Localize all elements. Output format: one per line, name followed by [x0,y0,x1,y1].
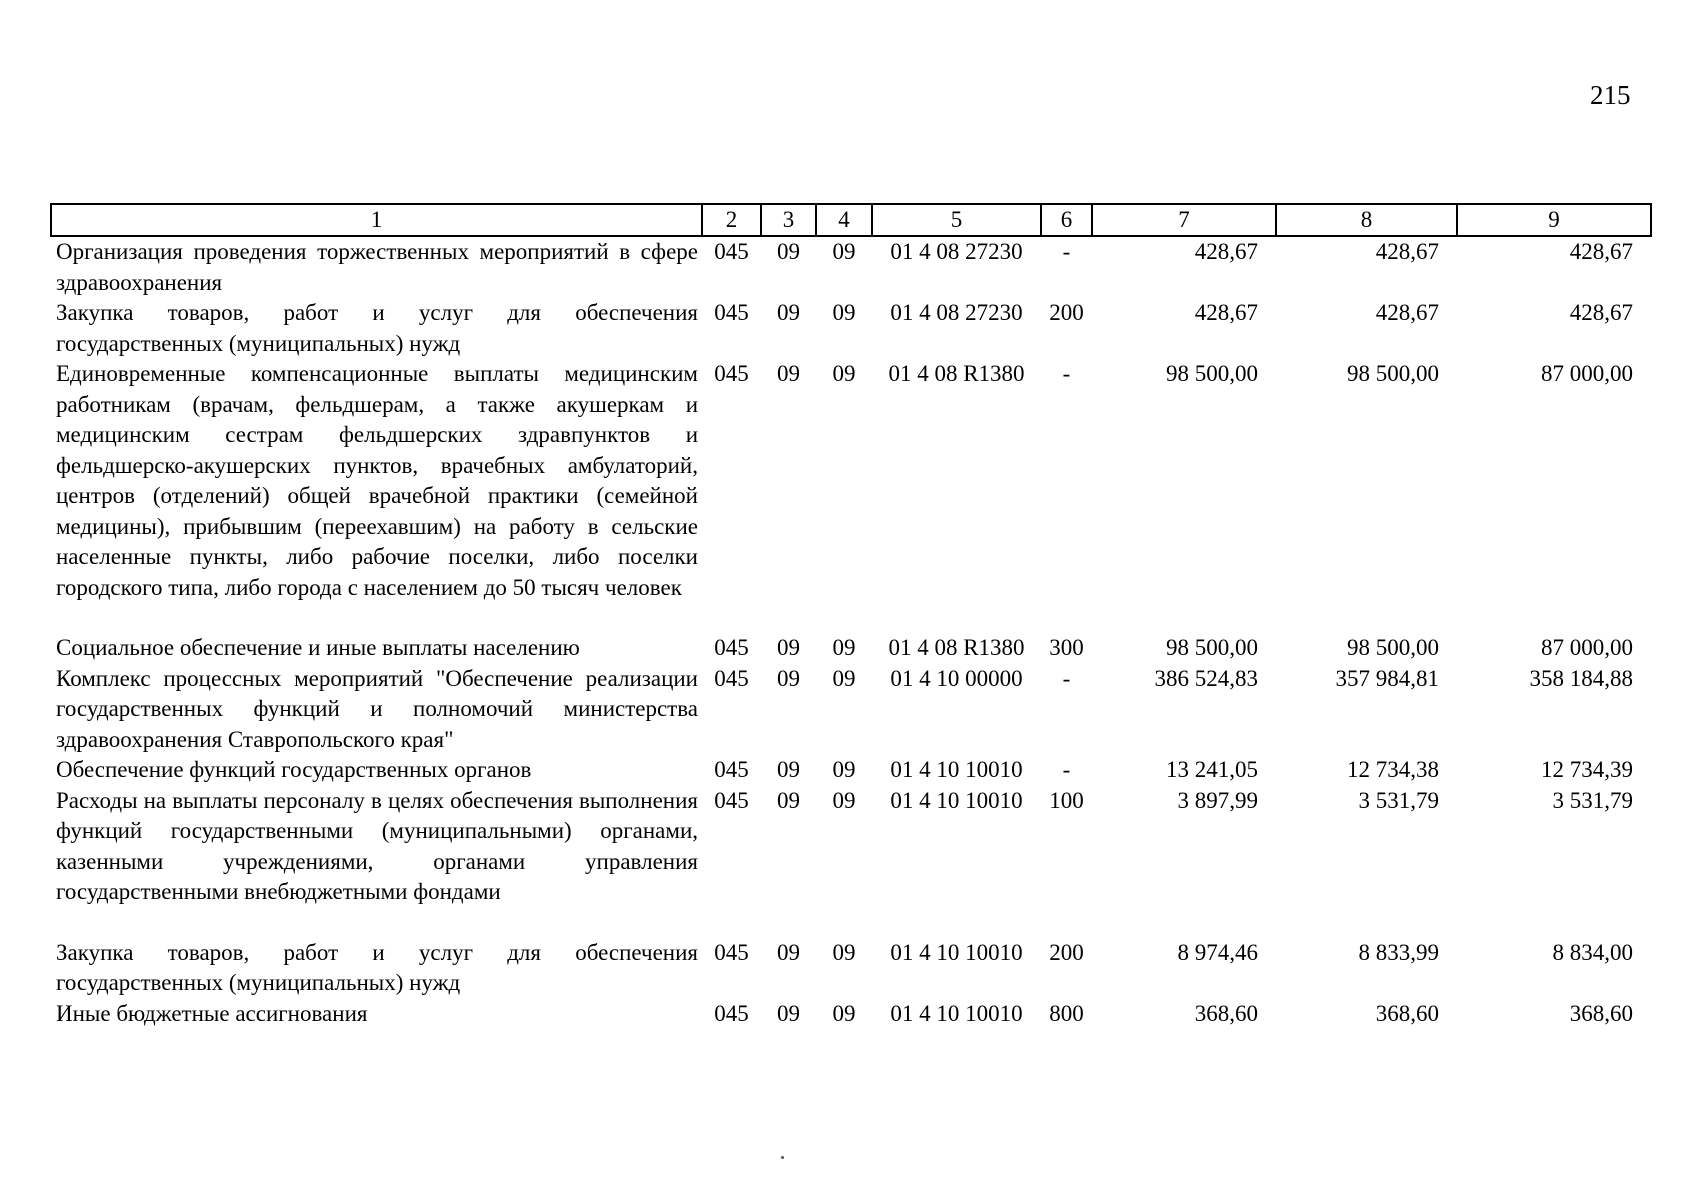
table-row [51,999,1651,1030]
row-name: Обеспечение функций государственных органов [56,757,532,782]
row-amount-col7: 368,60 [1194,1000,1258,1026]
table-row [51,938,1651,999]
row-amount-col7: 13 241,05 [1166,757,1258,782]
header-col-4: 4 [816,204,872,236]
row-amount-col9: 428,67 [1569,300,1633,325]
row-amount-col8: 98 500,00 [1347,635,1439,660]
row-ministry-code: 045 [714,635,749,660]
row-ministry-code: 045 [714,757,749,782]
row-name: Социальное обеспечение и иные выплаты населению [56,635,580,660]
row-section-code: 09 [777,939,800,965]
row-target-article: 01 4 10 10010 [890,787,1023,813]
row-amount-col7: 3 897,99 [1177,787,1258,813]
row-amount-col9: 428,67 [1569,239,1633,264]
header-col-8: 8 [1276,204,1457,236]
row-amount-col7: 98 500,00 [1166,635,1258,660]
row-amount-col8: 428,67 [1375,300,1439,325]
row-amount-col9: 3 531,79 [1552,787,1633,813]
table-row [51,359,1651,603]
header-row [51,204,1651,236]
row-target-article: 01 4 08 R1380 [888,635,1025,660]
row-expense-type: - [1062,239,1071,264]
row-subsection-code: 09 [832,635,856,660]
table-body [51,236,1651,1029]
row-expense-type: 300 [1049,635,1084,660]
row-section-code: 09 [777,361,800,386]
row-name: Иные бюджетные ассигнования [56,1000,368,1026]
header-col-2: 2 [702,204,761,236]
row-name: Закупка товаров, работ и услуг для обеспечения государственных (муниципальных) нужд [56,300,698,356]
row-name: Комплекс процессных мероприятий "Обеспечение реализации государственных функций и полномочий министерства здравоохранения Ставропольского края" [56,665,698,752]
table-row [51,664,1651,756]
row-amount-col7: 98 500,00 [1166,361,1258,386]
table-row [51,755,1651,786]
scan-speck [781,1156,784,1159]
row-target-article: 01 4 08 27230 [890,300,1023,325]
row-subsection-code: 09 [832,239,856,264]
row-subsection-code: 09 [832,665,856,691]
row-amount-col9: 12 734,39 [1541,757,1633,782]
row-amount-col8: 357 984,81 [1335,665,1439,691]
row-ministry-code: 045 [714,1000,749,1026]
row-target-article: 01 4 10 00000 [890,665,1023,691]
row-spacer [51,908,1651,938]
table-row [51,786,1651,908]
header-col-1: 1 [51,204,702,236]
table-row [51,633,1651,664]
row-ministry-code: 045 [714,665,749,691]
table-row [51,236,1651,298]
row-amount-col8: 428,67 [1375,239,1439,264]
header-col-5: 5 [872,204,1041,236]
header-col-9: 9 [1457,204,1651,236]
row-amount-col7: 428,67 [1194,239,1258,264]
row-amount-col9: 87 000,00 [1541,635,1633,660]
table-header [51,204,1651,236]
row-subsection-code: 09 [832,787,856,813]
row-name: Организация проведения торжественных мероприятий в сфере здравоохранения [56,239,698,295]
row-target-article: 01 4 10 10010 [890,1000,1023,1026]
header-col-7: 7 [1092,204,1276,236]
row-amount-col7: 8 974,46 [1177,939,1258,965]
row-target-article: 01 4 08 27230 [890,239,1023,264]
row-amount-col8: 8 833,99 [1358,939,1439,965]
row-subsection-code: 09 [832,1000,856,1026]
row-name: Расходы на выплаты персоналу в целях обеспечения выполнения функций государственными (муниципальными) органами, казенными учреждениями, органами управления государственными внебюджетными фондами [56,787,698,904]
row-section-code: 09 [777,787,800,813]
row-target-article: 01 4 10 10010 [890,939,1023,965]
row-target-article: 01 4 10 10010 [890,757,1023,782]
row-subsection-code: 09 [832,361,856,386]
row-spacer [51,603,1651,633]
row-section-code: 09 [777,239,800,264]
header-col-3: 3 [761,204,816,236]
table-row [51,298,1651,359]
row-section-code: 09 [777,1000,800,1026]
row-amount-col8: 368,60 [1375,1000,1439,1026]
row-subsection-code: 09 [832,757,856,782]
budget-table [50,203,1652,1029]
row-section-code: 09 [777,665,800,691]
row-expense-type: 800 [1049,1000,1084,1026]
row-subsection-code: 09 [832,300,856,325]
page-number: 215 [1590,80,1631,110]
row-subsection-code: 09 [832,939,856,965]
row-ministry-code: 045 [714,239,749,264]
header-col-6: 6 [1041,204,1092,236]
row-amount-col9: 8 834,00 [1552,939,1633,965]
row-amount-col9: 368,60 [1569,1000,1633,1026]
row-expense-type: 200 [1049,300,1084,325]
row-amount-col7: 386 524,83 [1154,665,1258,691]
row-ministry-code: 045 [714,787,749,813]
row-amount-col8: 98 500,00 [1347,361,1439,386]
row-name: Закупка товаров, работ и услуг для обеспечения государственных (муниципальных) нужд [56,939,698,995]
row-section-code: 09 [777,635,800,660]
row-ministry-code: 045 [714,361,749,386]
row-expense-type: 200 [1049,939,1084,965]
row-target-article: 01 4 08 R1380 [888,361,1025,386]
row-expense-type: - [1062,757,1071,782]
row-amount-col9: 87 000,00 [1541,361,1633,386]
row-ministry-code: 045 [714,939,749,965]
row-amount-col8: 3 531,79 [1358,787,1439,813]
row-amount-col8: 12 734,38 [1347,757,1439,782]
row-amount-col9: 358 184,88 [1529,665,1633,691]
row-expense-type: - [1062,361,1071,386]
row-section-code: 09 [777,300,800,325]
row-expense-type: 100 [1049,787,1084,813]
row-ministry-code: 045 [714,300,749,325]
row-expense-type: - [1062,665,1071,691]
row-name: Единовременные компенсационные выплаты медицинским работникам (врачам, фельдшерам, а также акушеркам и медицинским сестрам фельдшерских здравпунктов и фельдшерско-акушерских пунктов, врачебных амбулаторий, центров (отделений) общей врачебной практики (семейной медицины), прибывшим (переехавшим) на работу в сельские населенные пункты, либо рабочие поселки, либо поселки городского типа, либо города с населением до 50 тысяч человек [56,361,698,600]
row-section-code: 09 [777,757,800,782]
row-amount-col7: 428,67 [1194,300,1258,325]
